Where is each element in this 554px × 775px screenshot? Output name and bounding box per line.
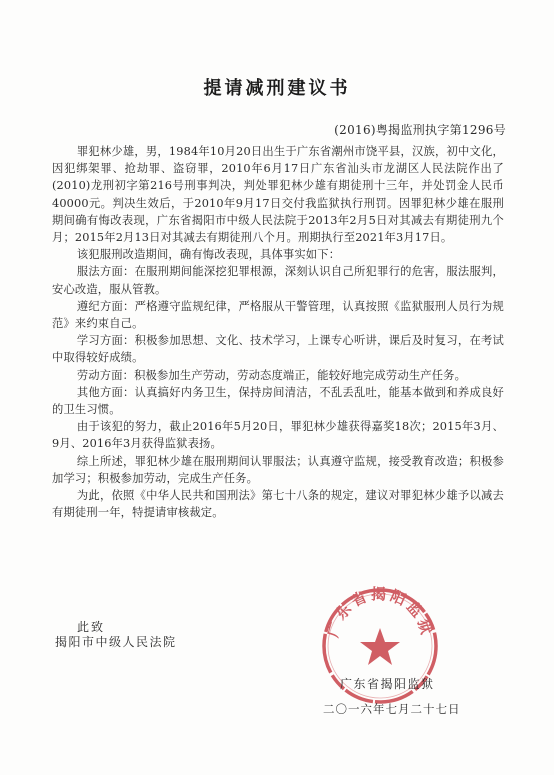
- paragraph-other: 其他方面：认真搞好内务卫生，保持房间清洁，不乱丢乱吐，能基本做到和养成良好的卫生习惯。: [52, 385, 504, 417]
- paragraph-awards: 由于该犯的努力，截止2016年5月20日，罪犯林少雄获得嘉奖18次；2015年3月、9月、2016年3月获得监狱表扬。: [52, 420, 504, 451]
- paragraph-intro: 该犯服刑改造期间，确有悔改表现，具体事实如下：: [76, 248, 341, 262]
- paragraph-discipline: 遵纪方面：严格遵守监规纪律，严格服从干警管理，认真按照《监狱服刑人员行为规范》来约束自己。: [52, 299, 504, 331]
- signing-date: 二〇一六年七月二十七日: [323, 702, 461, 716]
- recipient-court: 揭阳市中级人民法院: [55, 635, 177, 649]
- paragraph-summary: 综上所述，罪犯林少雄在服刑期间认罪服法；认真遵守监规，接受教育改造；积极参加学习；积极参加劳动，完成生产任务。: [52, 454, 504, 485]
- paragraph-compliance: 服法方面：在服刑期间能深挖犯罪根源，深刻认识自己所犯罪行的危害，服法服判，安心改造，服从管教。: [52, 265, 504, 296]
- document-title: 提请减刑建议书: [203, 78, 351, 99]
- paragraph-labor: 劳动方面：积极参加生产劳动，劳动态度端正，能较好地完成劳动生产任务。: [76, 368, 467, 382]
- signer-organization: 广东省揭阳监狱: [340, 677, 435, 691]
- seal-star-icon: [360, 628, 400, 665]
- seal-text: 广东省揭阳监狱: [323, 585, 437, 640]
- closing-salutation: 此致: [77, 620, 106, 634]
- paragraph-study: 学习方面：积极参加思想、文化、技术学习，上课专心听讲，课后及时复习，在考试中取得较好成绩。: [52, 334, 504, 365]
- paragraph-background: 罪犯林少雄，男，1984年10月20日出生于广东省潮州市饶平县，汉族，初中文化，因犯绑架罪、抢劫罪、盗窃罪，2010年6月17日广东省汕头市龙湖区人民法院作出了(2010)龙刑初字第216号刑事判决，判处罪犯林少雄有期徒刑十三年，并处罚金人民币40000元。判决生效后，于2010年9月17日交付我监狱执行刑罚。因罪犯林少雄在服刑期间确有悔改表现，广东省揭阳市中级人民法院于2013年2月5日对其减去有期徒刑九个月；2015年2月13日对其减去有期徒刑八个月。刑期执行至2021年3月17日。: [52, 145, 504, 245]
- document-body: [52, 143, 504, 521]
- paragraph-recommendation: 为此，依照《中华人民共和国刑法》第七十八条的规定，建议对罪犯林少雄予以减去有期徒刑一年，特提请审核裁定。: [52, 489, 504, 520]
- document-number: (2016)粤揭监刑执字第1296号: [334, 123, 506, 137]
